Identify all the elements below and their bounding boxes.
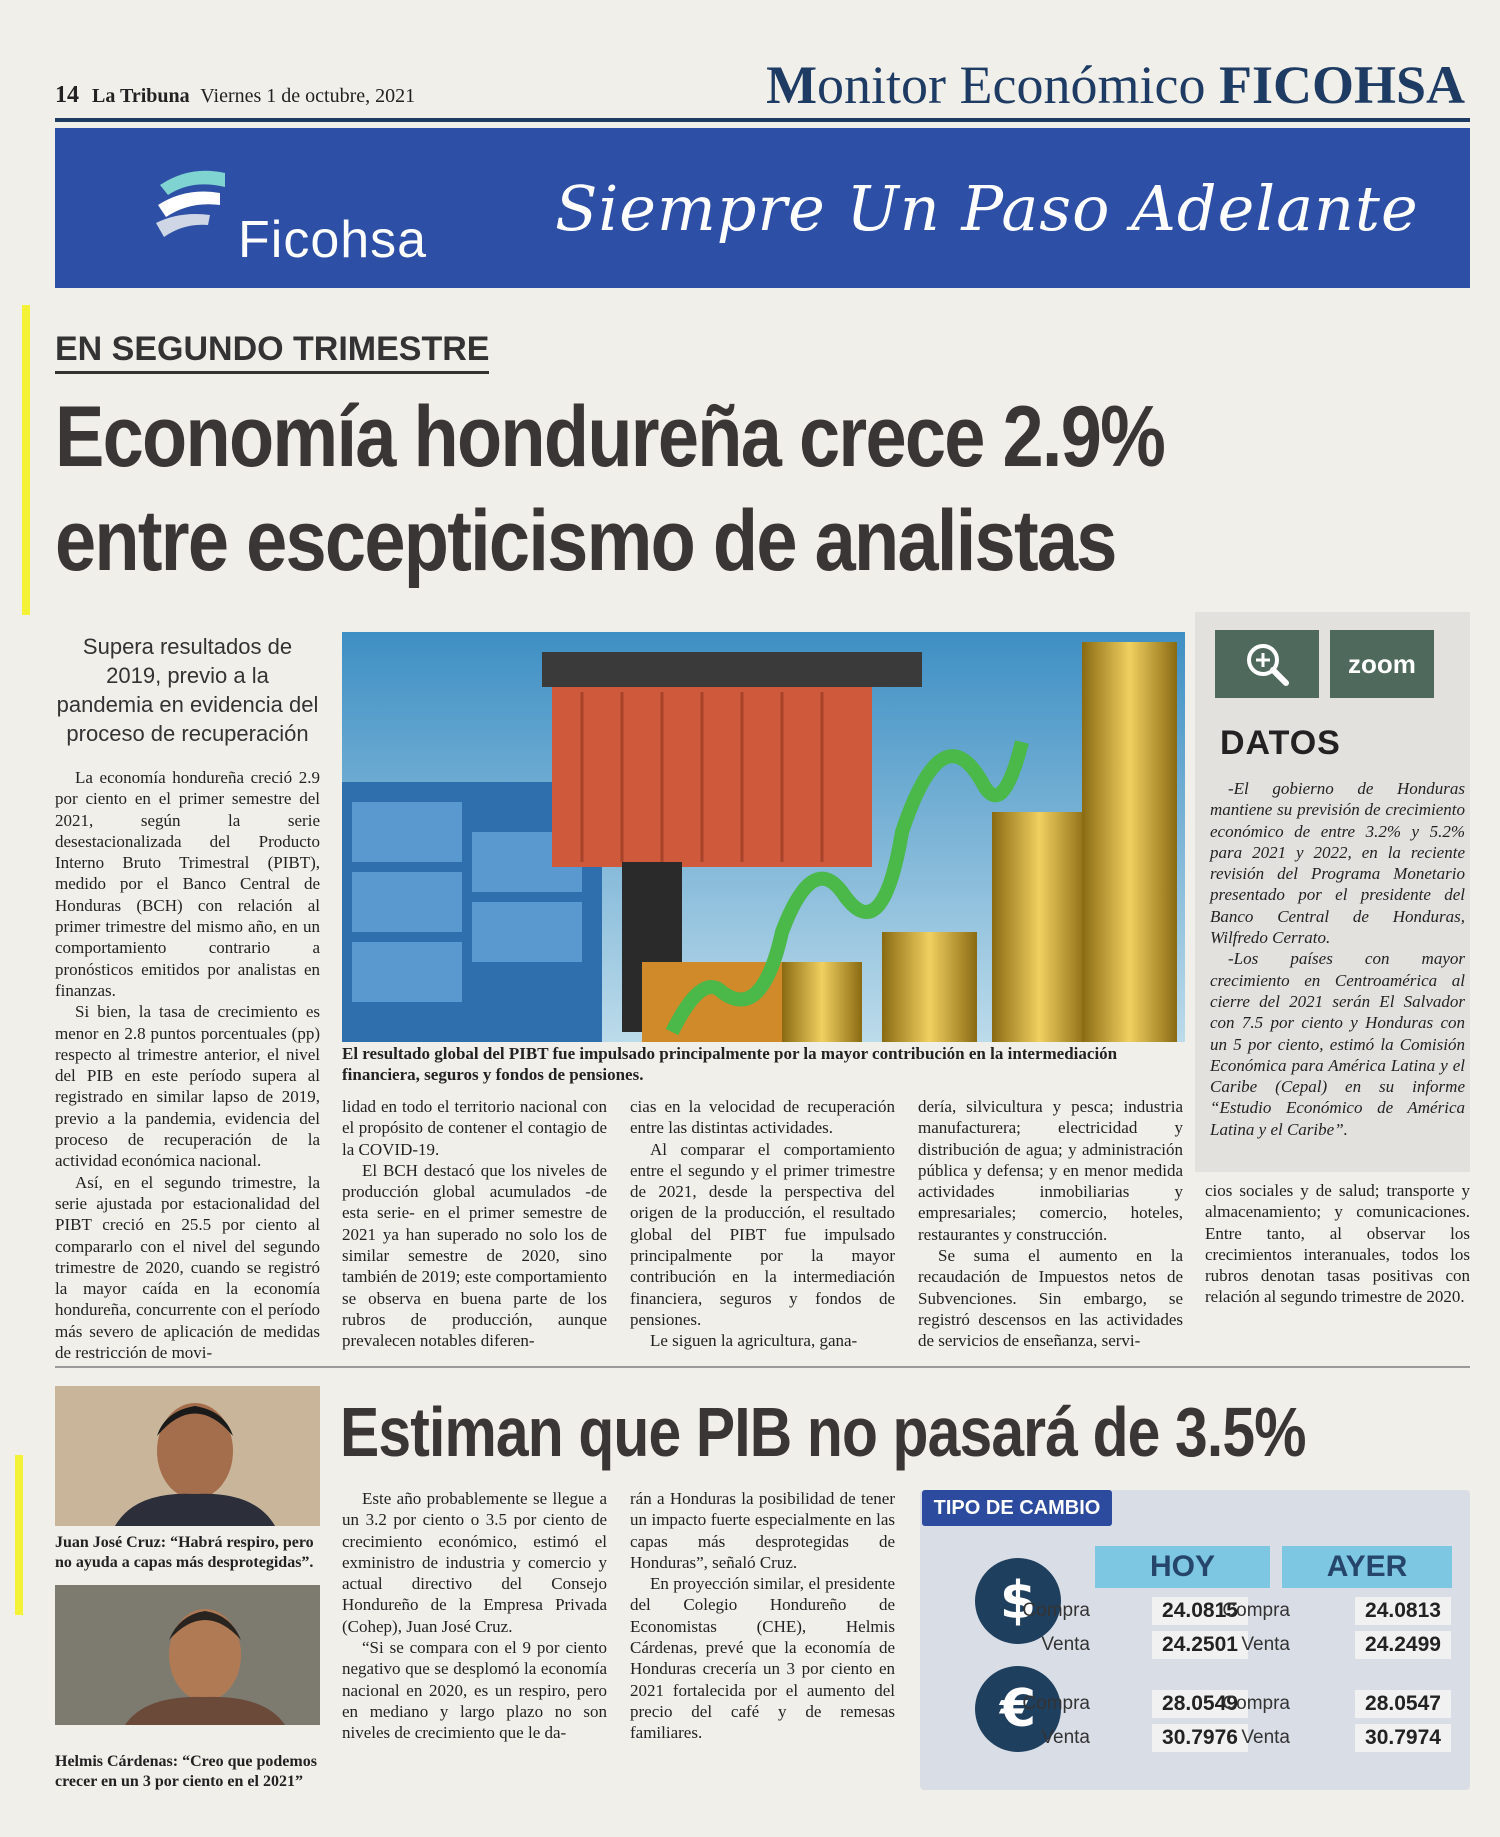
- section-title: [540, 54, 1465, 116]
- section-title-initial: M: [766, 55, 818, 115]
- article-column-2: [342, 1096, 607, 1352]
- article-column-3: [630, 1096, 895, 1352]
- paragraph: Este año probablemente se llegue a un 3.2 por ciento o 3.5 por ciento de crecimiento económico, estimó el exministro de industria y comercio y actual directivo del Consejo Hondureño de la Empresa Privada (Cohep), Juan José Cruz.: [342, 1489, 607, 1636]
- eur-hoy-venta: 30.7976: [1152, 1724, 1248, 1752]
- article-headline: [55, 385, 1276, 593]
- label-venta: Venta: [1241, 1727, 1290, 1748]
- article-column-1: [55, 767, 320, 1363]
- usd-hoy-compra: 24.0815: [1152, 1597, 1248, 1625]
- article-deck: Supera resultados de 2019, previo a la pandemia en evidencia del proceso de recuperación: [56, 634, 319, 746]
- eur-ayer-venta: 30.7974: [1355, 1724, 1451, 1752]
- highlight-mark: [22, 305, 30, 615]
- photo-caption: Helmis Cárdenas: “Creo que podemos crecer en un 3 por ciento en el 2021”: [55, 1753, 317, 1790]
- zoom-magnifier-icon: [1244, 641, 1290, 687]
- paragraph: -El gobierno de Honduras mantiene su previsión de crecimiento económico de entre 3.2% y 5.2% para 2021 y 2022, en la reciente revisión del Programa Monetario presentado por el presidente del Banco Central de Honduras, Wilfredo Cerrato.: [1210, 779, 1465, 948]
- article-headline: Estiman que PIB no pasará de 3.5%: [340, 1393, 1306, 1471]
- paragraph: “Si se compara con el 9 por ciento negativo que se desplomó la economía nacional en 2020, es un respiro, pero en mediano y largo plazo no son niveles de crecimiento que le da-: [342, 1638, 607, 1743]
- ficohsa-logo-text: Ficohsa: [238, 211, 428, 269]
- ficohsa-logo-icon: [150, 165, 230, 255]
- label-compra: Compra: [1222, 1693, 1290, 1714]
- paragraph: Le siguen la agricultura, gana-: [650, 1331, 858, 1351]
- photo-caption: El resultado global del PIBT fue impulsado principalmente por la mayor contribución en la intermediación financiera, seguros y fondos de pensiones.: [342, 1044, 1118, 1084]
- newspaper-name: La Tribuna: [92, 85, 190, 107]
- paragraph: dería, silvicultura y pesca; industria manufacturera; electricidad y distribución de agua; y administración pública y defensa; y en menor medida actividades inmobiliarias y empresariales; comercio, hoteles, restaurantes y construcción.: [918, 1097, 1183, 1244]
- usd-hoy-venta: 24.2501: [1152, 1631, 1248, 1659]
- paragraph: Si bien, la tasa de crecimiento es menor en 2.8 puntos porcentuales (pp) respecto al trimestre anterior, el nivel del PIB en este período supera al registrado en similar lapso de 2019, previo a la pandemia, evidencia del proceso de recuperación de la actividad económica nacional.: [55, 1002, 320, 1171]
- usd-ayer-venta: 24.2499: [1355, 1631, 1451, 1659]
- article-column-4: [918, 1096, 1183, 1352]
- article-column-2: [630, 1488, 895, 1744]
- paragraph: -Los países con mayor crecimiento en Centroamérica al cierre del 2021 serán El Salvador con 7.5 por ciento y Honduras con un 5 por ciento, estimó la Comisión Económica para América Latina y el Caribe (Cepal) en su informe “Estudio Económico de América Latina y el Caribe”.: [1210, 949, 1465, 1139]
- containers-coins-illustration: [342, 632, 1185, 1042]
- datos-text: [1210, 778, 1465, 1140]
- paragraph: cias en la velocidad de recuperación entre las distintas actividades.: [630, 1097, 895, 1138]
- eur-ayer-compra: 28.0547: [1355, 1690, 1451, 1718]
- paragraph: Al comparar el comportamiento entre el segundo y el primer trimestre de 2021, desde la perspectiva del origen de la producción, el resultado global del PIBT fue impulsado principalmente por la mayor contribución en la intermediación financiera, seguros y fondos de pensiones.: [630, 1139, 895, 1329]
- label-venta: Venta: [1041, 1727, 1090, 1748]
- label-compra: Compra: [1222, 1600, 1290, 1621]
- article-photo: [342, 632, 1185, 1042]
- label-compra: Compra: [1022, 1693, 1090, 1714]
- paragraph: Así, en el segundo trimestre, la serie ajustada por estacionalidad del PIBT creció en 25.5 por ciento al compararlo con el nivel del segundo trimestre de 2020, cuando se registró la mayor caída en la economía hondureña, concurrente con el período más severo de aplicación de medidas de restricción de movi-: [55, 1172, 320, 1363]
- article-column-5: [1205, 1180, 1470, 1308]
- article-column-1: [342, 1488, 607, 1744]
- section-title-rest: onitor Económico: [817, 55, 1206, 115]
- headline-line-1: Economía hondureña crece 2.9%: [55, 389, 1165, 485]
- issue-date: Viernes 1 de octubre, 2021: [200, 85, 416, 107]
- page-header-left: [55, 82, 415, 109]
- highlight-mark: [15, 1455, 23, 1615]
- article-kicker: EN SEGUNDO TRIMESTRE: [55, 330, 489, 374]
- portrait-juan-jose-cruz: [55, 1386, 320, 1526]
- dollar-icon: $: [975, 1558, 1061, 1644]
- euro-icon: €: [975, 1666, 1061, 1752]
- headline-line-2: entre escepticismo de analistas: [55, 493, 1116, 589]
- zoom-button[interactable]: zoom: [1330, 630, 1434, 698]
- column-header-hoy: HOY: [1095, 1546, 1270, 1588]
- label-venta: Venta: [1241, 1634, 1290, 1655]
- exchange-rate-title: TIPO DE CAMBIO: [922, 1490, 1112, 1526]
- datos-title: DATOS: [1220, 724, 1341, 762]
- zoom-magnifier-button[interactable]: [1215, 630, 1319, 698]
- page-number: 14: [55, 82, 79, 108]
- section-divider: [55, 1366, 1470, 1368]
- paragraph: En proyección similar, el presidente del Colegio Hondureño de Economistas (CHE), Helmis Cárdenas, prevé que la economía de Honduras crecería un 3 por ciento en 2021 fortalecida por el aumento del precio del café y de remesas familiares.: [630, 1574, 895, 1743]
- paragraph: lidad en todo el territorio nacional con el propósito de contener el contagio de la COVID-19.: [342, 1097, 607, 1159]
- paragraph: rán a Honduras la posibilidad de tener un impacto fuerte especialmente en las capas más desprotegidas de Honduras”, señaló Cruz.: [630, 1489, 895, 1572]
- column-header-ayer: AYER: [1282, 1546, 1452, 1588]
- section-title-brand: FICOHSA: [1218, 55, 1465, 115]
- label-venta: Venta: [1041, 1634, 1090, 1655]
- photo-caption: Juan José Cruz: “Habrá respiro, pero no ayuda a capas más desprotegidas”.: [55, 1534, 314, 1571]
- header-rule: [55, 118, 1470, 122]
- portrait-helmis-cardenas: [55, 1585, 320, 1725]
- paragraph: La economía hondureña creció 2.9 por ciento en el primer semestre del 2021, según la serie desestacionalizada del Producto Interno Bruto Trimestral (PIBT), medido por el Banco Central de Honduras (BCH) con relación al primer trimestre del mismo año, en un comportamiento contrario a pronósticos emitidos por analistas en finanzas.: [55, 768, 320, 1000]
- paragraph: cios sociales y de salud; transporte y almacenamiento; y comunicaciones. Entre tanto, al observar los crecimientos interanuales, todos los rubros denotan tasas positivas con relación al segundo trimestre de 2020.: [1205, 1181, 1470, 1307]
- usd-ayer-compra: 24.0813: [1355, 1597, 1451, 1625]
- paragraph: Se suma el aumento en la recaudación de Impuestos netos de Subvenciones. Sin embargo, se registró descensos en las actividades de servicios de enseñanza, servi-: [918, 1246, 1183, 1351]
- paragraph: El BCH destacó que los niveles de producción global acumulados -de esta serie- en el primer semestre de 2021 ya han superado no solo los de similar semestre de 2020, sino también de 2019; este comportamiento se observa en buena parte de los rubros de producción, aunque prevalecen notables diferen-: [342, 1160, 607, 1351]
- banner-slogan: Siempre Un Paso Adelante: [555, 172, 1419, 245]
- label-compra: Compra: [1022, 1600, 1090, 1621]
- eur-hoy-compra: 28.0549: [1152, 1690, 1248, 1718]
